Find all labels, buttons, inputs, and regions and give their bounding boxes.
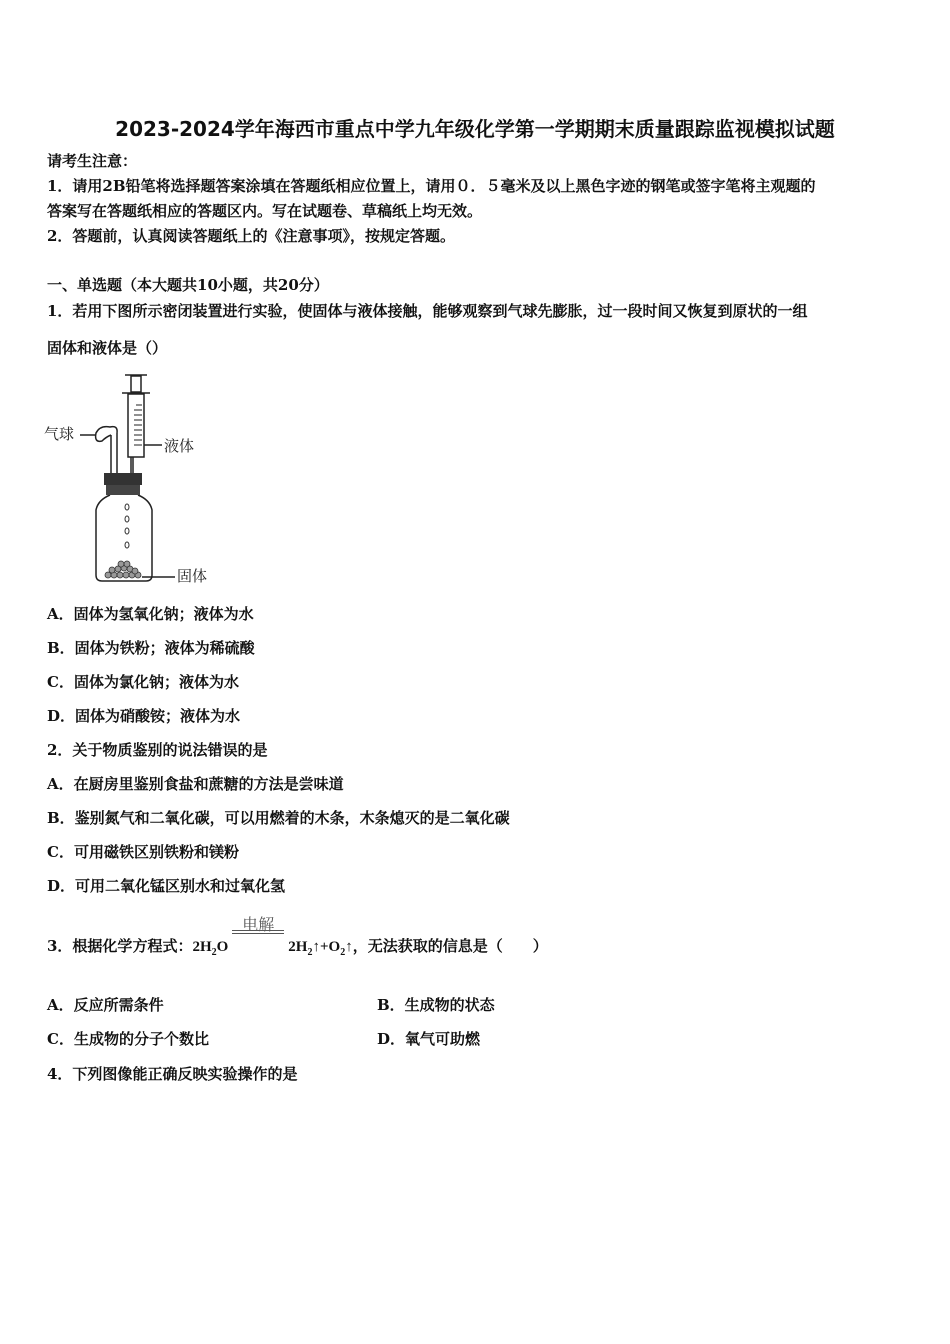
q3-option-b: B．生成物的状态 <box>377 996 495 1014</box>
q4-stem: 4．下列图像能正确反映实验操作的是 <box>47 1065 298 1083</box>
solid-label: 固体 <box>177 567 208 585</box>
q2-stem: 2．关于物质鉴别的说法错误的是 <box>47 741 268 759</box>
q2-option-a: A．在厨房里鉴别食盐和蔗糖的方法是尝味道 <box>47 775 344 793</box>
notice-line: 1．请用2B铅笔将选择题答案涂填在答题纸相应位置上，请用０．５毫米及以上黑色字迹的钢笔或签字笔将主观题的 <box>47 177 816 195</box>
liquid-label: 液体 <box>164 437 195 455</box>
q3-option-d: D．氧气可助燃 <box>377 1030 481 1048</box>
q3-prefix: 3．根据化学方程式： <box>47 937 193 955</box>
q1-option-c: C．固体为氯化钠；液体为水 <box>47 673 239 691</box>
q1-option-a: A．固体为氢氧化钠；液体为水 <box>47 605 254 623</box>
notice-line: 答案写在答题纸相应的答题区内。写在试题卷、草稿纸上均无效。 <box>47 202 483 220</box>
q1-option-d: D．固体为硝酸铵；液体为水 <box>47 707 241 725</box>
page-title: 2023-2024学年海西市重点中学九年级化学第一学期期末质量跟踪监视模拟试题 <box>115 117 835 141</box>
equation-products: $2H_2↑+O_2↑$ <box>288 939 353 958</box>
q3-suffix: ，无法获取的信息是（ ） <box>352 937 548 955</box>
balloon-label: 气球 <box>44 425 75 443</box>
q2-option-b: B．鉴别氮气和二氧化碳，可以用燃着的木条，木条熄灭的是二氧化碳 <box>47 809 510 827</box>
equation-reactant: $2H_2O$ <box>192 939 229 958</box>
q2-option-c: C．可用磁铁区别铁粉和镁粉 <box>47 843 239 861</box>
section-heading: 一、单选题（本大题共10小题，共20分） <box>47 276 329 294</box>
q2-option-d: D．可用二氧化锰区别水和过氧化氢 <box>47 877 286 895</box>
q1-option-b: B．固体为铁粉；液体为稀硫酸 <box>47 639 255 657</box>
equation-condition: 电解 <box>232 942 284 952</box>
q3-option-a: A．反应所需条件 <box>47 996 164 1014</box>
notice-heading: 请考生注意： <box>47 152 138 170</box>
notice-line: 2．答题前，认真阅读答题纸上的《注意事项》，按规定答题。 <box>47 227 455 245</box>
q3-option-c: C．生成物的分子个数比 <box>47 1030 209 1048</box>
q1-stem: 固体和液体是（） <box>47 339 168 357</box>
apparatus-figure <box>40 365 240 590</box>
q3-stem <box>47 915 548 963</box>
q1-stem: 1．若用下图所示密闭装置进行实验，使固体与液体接触，能够观察到气球先膨胀，过一段时间又恢复到原状的一组 <box>47 302 808 320</box>
